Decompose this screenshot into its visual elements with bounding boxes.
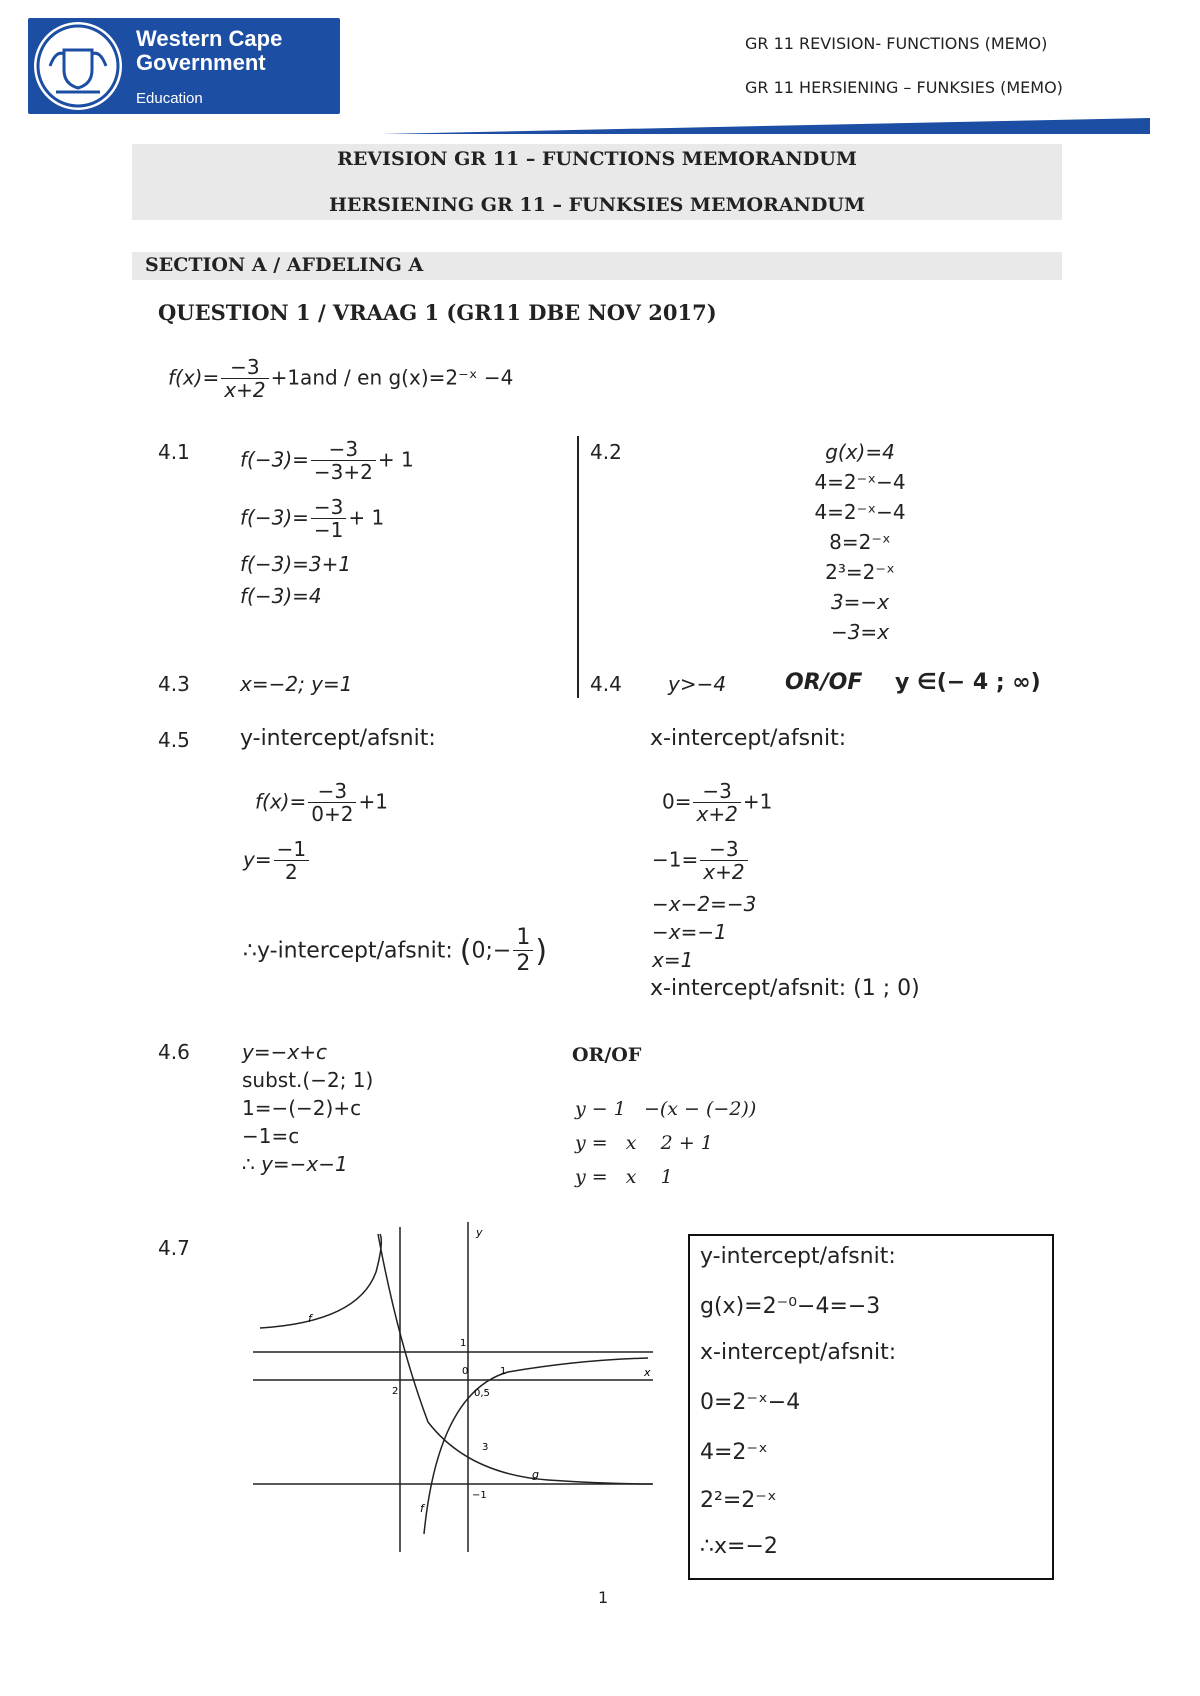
q45-x-step-3: −x−2=−3 (652, 892, 757, 916)
q46-number: 4.6 (158, 1040, 190, 1064)
q45-y-result: ∴y-intercept/afsnit: (0;− $\frac{1}{2}$ ) (243, 925, 548, 977)
page-number: 1 (598, 1588, 609, 1607)
q45-x-heading: x-intercept/afsnit: (650, 726, 847, 751)
q44-answer: y>−4 (668, 672, 727, 696)
q45-number: 4.5 (158, 728, 190, 752)
tick-1: 1 (460, 1338, 467, 1349)
tick-3: 3 (482, 1442, 489, 1453)
section-title: SECTION A / AFDELING A (145, 254, 424, 276)
title-line-2: HERSIENING GR 11 – FUNKSIES MEMORANDUM (328, 194, 866, 216)
tick-0: 0 (462, 1366, 469, 1377)
q46-alt-3: y = x 1 (575, 1166, 673, 1188)
q45-x-step-4: −x=−1 (652, 920, 727, 944)
box-eq-3: 4=2⁻ˣ (700, 1440, 768, 1465)
box-y-heading: y-intercept/afsnit: (700, 1244, 896, 1269)
q45-x-step-5: x=1 (652, 948, 694, 972)
q41-line-3: f(−3)=3+1 (240, 552, 352, 576)
q45-x-result: x-intercept/afsnit: (1 ; 0) (650, 976, 920, 1001)
tick-1b: 1 (500, 1366, 507, 1377)
tick-2: 2 (392, 1386, 399, 1397)
box-eq-2: 0=2⁻ˣ−4 (700, 1390, 801, 1415)
q43-number: 4.3 (158, 672, 190, 696)
q45-y-step-2: y= $\frac{-1}{2}$ (243, 838, 311, 884)
question-title: QUESTION 1 / VRAAG 1 (GR11 DBE NOV 2017) (158, 300, 717, 325)
q46-alt-1: y − 1 −(x − (−2)) (575, 1098, 757, 1120)
q43-answer: x=−2; y=1 (240, 672, 353, 696)
header-line-1: GR 11 REVISION- FUNCTIONS (MEMO) (745, 34, 1048, 53)
tick-05: 0,5 (474, 1388, 490, 1399)
header-swoosh (380, 114, 1160, 136)
q47-sketch-graph (248, 1222, 658, 1552)
box-x-heading: x-intercept/afsnit: (700, 1340, 897, 1365)
q46-steps: y=−x+c subst.(−2; 1) 1=−(−2)+c −1=c ∴ y=−x−1 (242, 1040, 374, 1176)
title-line-1: REVISION GR 11 – FUNCTIONS MEMORANDUM (337, 148, 857, 170)
tick-m1: −1 (472, 1490, 487, 1501)
q46-alt-2: y = x 2 + 1 (575, 1132, 713, 1154)
coat-of-arms-icon (34, 22, 122, 110)
q47-number: 4.7 (158, 1236, 190, 1260)
q45-y-heading: y-intercept/afsnit: (240, 726, 436, 751)
logo-text-3: Education (136, 90, 203, 107)
box-eq-4: 2²=2⁻ˣ (700, 1488, 777, 1513)
q45-x-step-1: 0= $\frac{-3}{x+2}$ +1 (662, 779, 773, 826)
box-eq-1: g(x)=2⁻⁰−4=−3 (700, 1294, 881, 1319)
g-label: g (532, 1468, 539, 1481)
q44-alt: y ∈(− 4 ; ∞) (895, 670, 1041, 695)
f-label-1: f (308, 1312, 312, 1325)
column-divider (577, 436, 579, 698)
q41-line-2: f(−3)= $\frac{-3}{-1}$ + 1 (240, 495, 385, 542)
q44-number: 4.4 (590, 672, 622, 696)
y-axis-label: y (476, 1226, 483, 1239)
q41-line-1: f(−3)= $\frac{-3}{-3+2}$ + 1 (240, 437, 414, 484)
q45-x-step-2: −1= $\frac{-3}{x+2}$ (652, 838, 750, 884)
box-eq-5: ∴x=−2 (700, 1534, 778, 1559)
logo-text-1: Western Cape (136, 26, 283, 51)
q45-y-step-1: f(x)= $\frac{-3}{0+2}$ +1 (255, 779, 388, 826)
header-line-2: GR 11 HERSIENING – FUNKSIES (MEMO) (745, 78, 1063, 97)
q41-number: 4.1 (158, 440, 190, 464)
logo-text-2: Government (136, 50, 266, 75)
q41-line-4: f(−3)=4 (240, 584, 322, 608)
q42-number: 4.2 (590, 440, 622, 464)
q44-or: OR/OF (785, 670, 863, 695)
x-axis-label: x (644, 1366, 651, 1379)
q46-or: OR/OF (572, 1044, 642, 1066)
q42-steps: g(x)=4 4=2⁻ˣ−4 4=2⁻ˣ−4 8=2⁻ˣ 2³=2⁻ˣ 3=−x −3=x (814, 440, 906, 644)
given-functions: f(x)= $\frac{-3}{x+2}$ +1and / en g(x)=2⁻ˣ −4 (168, 355, 514, 402)
f-label-2: f (420, 1502, 424, 1515)
